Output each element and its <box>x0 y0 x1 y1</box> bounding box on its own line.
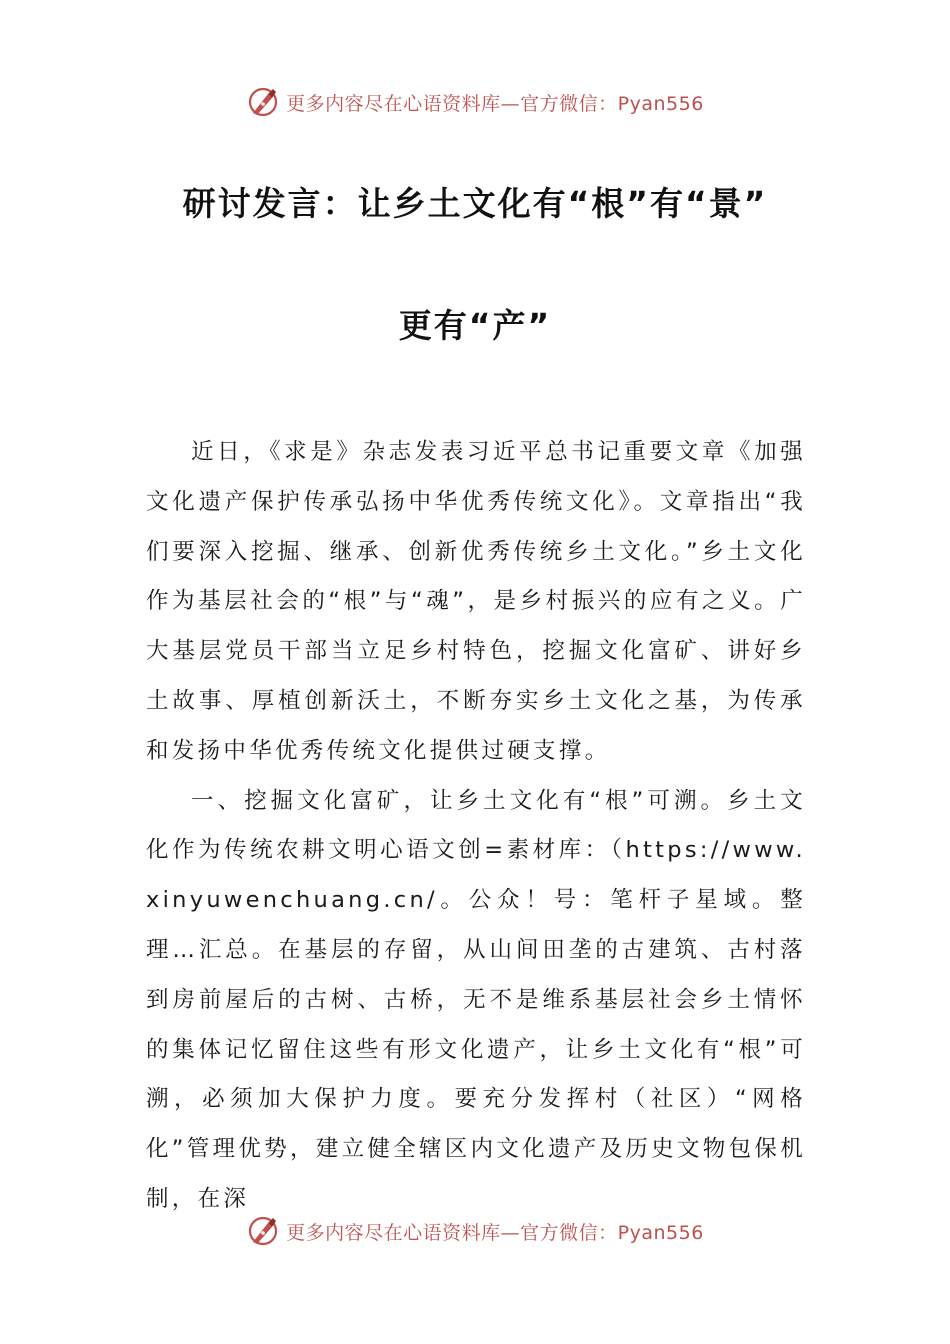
pen-nib-circle-icon <box>246 1214 280 1248</box>
watermark-text: 更多内容尽在心语资料库—官方微信：Pyan556 <box>286 1221 704 1244</box>
pen-nib-circle-icon <box>246 85 280 119</box>
paragraph-section-1: 一、挖掘文化富矿，让乡土文化有“根”可溯。乡土文化作为传统农耕文明心语文创=素材库：（https://www.xinyuwenchuang.cn/。公众！号：笔杆子星域。整理…汇总。在基层的存留，从山间田垄的古建筑、古村落到房前屋后的古树、古桥，无不是维系基层社会乡土情怀的集体记忆留住这些有形文化遗产，让乡土文化有“根”可溯，必须加大保护力度。要充分发挥村（社区）“网格化”管理优势，建立健全辖区内文化遗产及历史文物包保机制，在深 <box>146 787 806 1212</box>
document-title: 研讨发言：让乡土文化有“根”有“景” <box>182 184 768 223</box>
watermark-text: 更多内容尽在心语资料库—官方微信：Pyan556 <box>286 92 704 115</box>
document-title-continued: 更有“产” <box>398 306 552 345</box>
paragraph-intro: 近日，《求是》杂志发表习近平总书记重要文章《加强文化遗产保护传承弘扬中华优秀传统文化》。文章指出“我们要深入挖掘、继承、创新优秀传统乡土文化。”乡土文化作为基层社会的“根”与“魂”，是乡村振兴的应有之义。广大基层党员干部当立足乡村特色，挖掘文化富矿、讲好乡土故事、厚植创新沃土，不断夯实乡土文化之基，为传承和发扬中华优秀传统文化提供过硬支撑。 <box>146 439 806 764</box>
watermark-banner-top <box>0 82 950 122</box>
wechat-id: Pyan556 <box>617 92 704 115</box>
wechat-id: Pyan556 <box>617 1221 704 1244</box>
watermark-banner-bottom <box>0 1211 950 1251</box>
document-body <box>146 428 806 1225</box>
